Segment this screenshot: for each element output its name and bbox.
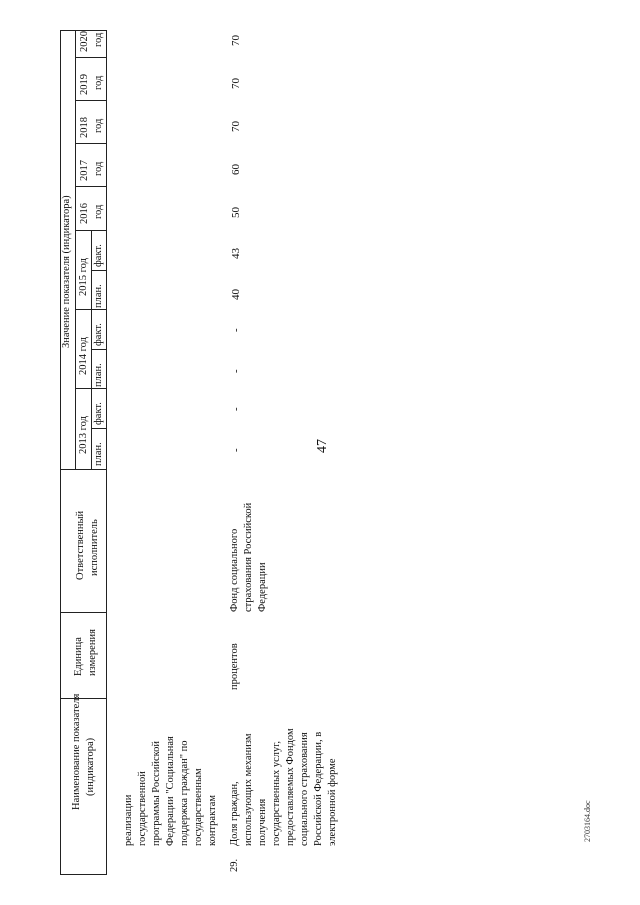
sub-sep-2014 bbox=[91, 349, 106, 350]
page-number: 47 bbox=[315, 439, 330, 453]
header-2015-plan: план. bbox=[93, 284, 104, 308]
header-2015-fact: факт. bbox=[93, 244, 104, 267]
sep-2019-2020 bbox=[75, 57, 106, 58]
value-2013-plan: - bbox=[230, 448, 242, 452]
sub-sep-2015 bbox=[91, 270, 106, 271]
header-year-2013: 2013 год bbox=[78, 416, 89, 454]
sep-2015-2016 bbox=[75, 230, 106, 231]
header-2014-fact: факт. bbox=[93, 323, 104, 346]
header-executor: Ответственный исполнитель bbox=[75, 510, 100, 580]
value-2014-plan: - bbox=[230, 369, 242, 373]
table-border-bottom bbox=[60, 874, 106, 875]
sep-2018-2019 bbox=[75, 100, 106, 101]
value-2017: 60 bbox=[230, 164, 242, 175]
value-2018: 70 bbox=[230, 121, 242, 132]
value-2014-fact: - bbox=[230, 328, 242, 332]
sep-2017-2018 bbox=[75, 143, 106, 144]
header-values-title: Значение показателя (индикатора) bbox=[61, 195, 72, 348]
continuation-text: реализации государственной программы Российской Федерации "Социальная поддержка граждан" по государственным контрактам bbox=[123, 736, 218, 846]
value-2015-fact: 43 bbox=[230, 248, 242, 259]
header-unit: Единица измерения bbox=[73, 629, 98, 676]
header-year-2015: 2015 год bbox=[78, 258, 89, 296]
sep-2013-2014 bbox=[75, 388, 106, 389]
sub-sep-2013 bbox=[91, 428, 106, 429]
values-title-sep bbox=[75, 30, 76, 469]
row-executor: Фонд социального страхования Российской Федерации bbox=[229, 502, 268, 612]
header-2019: 2019 год bbox=[79, 74, 104, 95]
header-2013-plan: план. bbox=[93, 442, 104, 466]
value-2019: 70 bbox=[230, 78, 242, 89]
sep-2016-2017 bbox=[75, 186, 106, 187]
header-2018: 2018 год bbox=[79, 117, 104, 138]
header-2016: 2016 год bbox=[79, 203, 104, 224]
table-border-dup bbox=[106, 30, 107, 875]
header-sep-executor-values bbox=[60, 469, 106, 470]
header-sep-unit-executor bbox=[60, 612, 106, 613]
value-2013-fact: - bbox=[230, 407, 242, 411]
header-2014-plan: план. bbox=[93, 363, 104, 387]
value-2015-plan: 40 bbox=[230, 289, 242, 300]
header-2013-fact: факт. bbox=[93, 402, 104, 425]
row-number: 29. bbox=[229, 858, 240, 872]
value-2020: 70 bbox=[230, 35, 242, 46]
value-2016: 50 bbox=[230, 207, 242, 218]
row-unit: процентов bbox=[229, 643, 240, 690]
table-border-outer bbox=[60, 30, 61, 875]
header-name: Наименование показателя (индикатора) bbox=[71, 693, 96, 810]
footer-filename: 2703164.doc bbox=[583, 800, 592, 842]
row-name: Доля граждан, использующих механизм получения государственных услуг, предоставляемых Фондом социального страхования Российской Федерации, в электронной форме bbox=[229, 728, 338, 846]
header-2020: 2020 год bbox=[79, 31, 104, 52]
sep-2014-2015 bbox=[75, 309, 106, 310]
header-year-2014: 2014 год bbox=[78, 337, 89, 375]
header-2017: 2017 год bbox=[79, 160, 104, 181]
